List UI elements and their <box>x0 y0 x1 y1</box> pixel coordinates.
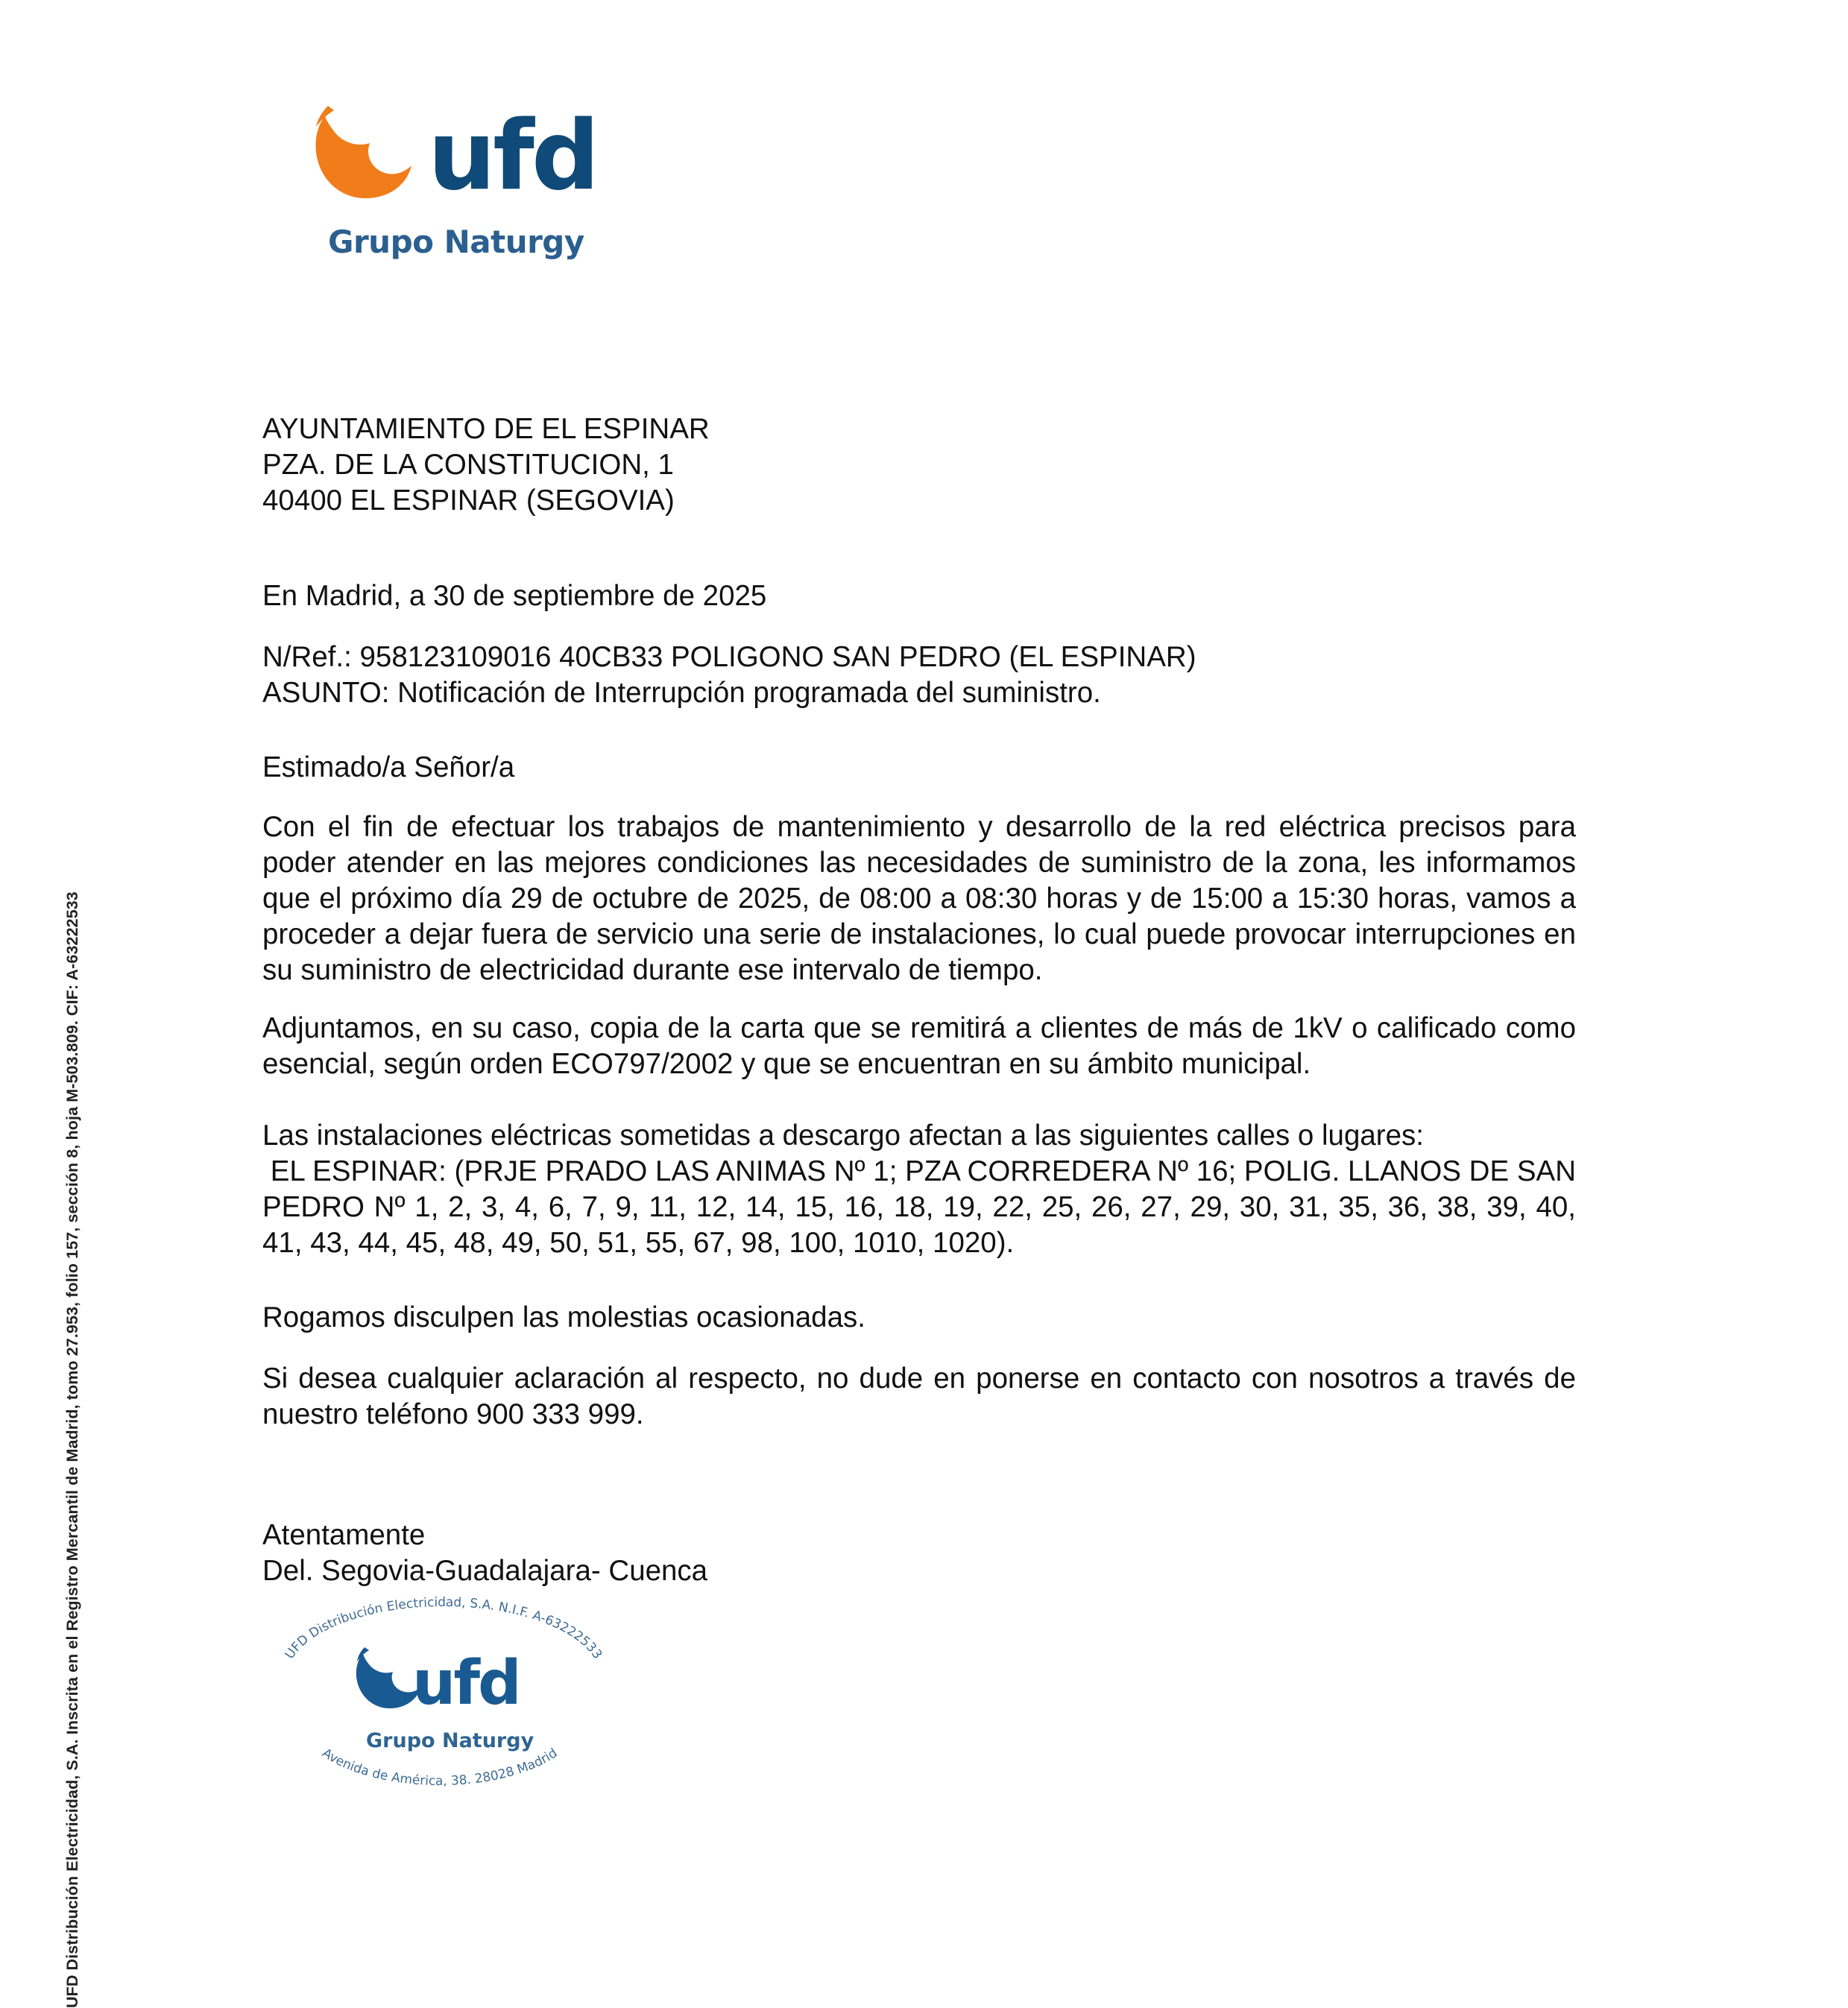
closing-block <box>262 1518 1576 1589</box>
logo-group-text: Grupo Naturgy <box>328 224 584 260</box>
company-stamp <box>272 1588 615 1834</box>
recipient-line: 40400 EL ESPINAR (SEGOVIA) <box>262 484 675 517</box>
paragraph-attachment: Adjuntamos, en su caso, copia de la carta que se remitirá a clientes de más de 1kV o calificado como esencial, según orden ECO797/2002 y que se encuentran en su ámbito municipal. <box>262 1012 1576 1080</box>
greeting: Estimado/a Señor/a <box>262 751 515 783</box>
closing: Atentamente <box>262 1519 426 1551</box>
ufd-orange-mark-icon <box>312 103 431 207</box>
contact-paragraph: Si desea cualquier aclaración al respecto, no dude en ponerse en contacto con nosotros a través de nuestro teléfono 900 333 999. <box>262 1363 1576 1430</box>
streets-intro: Las instalaciones eléctricas sometidas a descargo afectan a las siguientes calles o lugares: <box>262 1120 1424 1152</box>
affected-streets: EL ESPINAR: (PRJE PRADO LAS ANIMAS Nº 1; PZA CORREDERA Nº 16; POLIG. LLANOS DE SAN PEDRO Nº 1, 2, 3, 4, 6, 7, 9, 11, 12, 14, 15, 16, 18, 19, 22, 25, 26, 27, 29, 30, 31, 35, 36, 38, 39, 40, 41, 43, 44, 45, 48, 49, 50, 51, 55, 67, 98, 100, 1010, 1020). <box>262 1155 1584 1259</box>
recipient-line: AYUNTAMIENTO DE EL ESPINAR <box>262 413 710 445</box>
reference: N/Ref.: 958123109016 40CB33 POLIGONO SAN PEDRO (EL ESPINAR) <box>262 641 1196 673</box>
signature: Del. Segovia-Guadalajara- Cuenca <box>262 1555 708 1587</box>
stamp-mark-icon <box>356 1647 421 1708</box>
recipient-line: PZA. DE LA CONSTITUCION, 1 <box>262 449 674 481</box>
logo-brand-text: ufd <box>428 101 597 212</box>
stamp-group-text: Grupo Naturgy <box>366 1729 534 1752</box>
stamp-top-text: UFD Distribución Electricidad, S.A. N.I.F. A-63222533 <box>282 1594 605 1662</box>
subject: ASUNTO: Notificación de Interrupción programada del suministro. <box>262 677 1101 709</box>
paragraph-notice: Con el fin de efectuar los trabajos de mantenimiento y desarrollo de la red eléctrica precisos para poder atender en las mejores condiciones las necesidades de suministro de la zona, les informamos que el próximo día 29 de octubre de 2025, de 08:00 a 08:30 horas y de 15:00 a 15:30 horas, vamos a proceder a dejar fuera de servicio una serie de instalaciones, lo cual puede provocar interrupciones en su suministro de electricidad durante ese intervalo de tiempo. <box>262 811 1576 986</box>
stamp-brand-text: ufd <box>412 1648 520 1719</box>
company-logo <box>312 103 595 274</box>
letter-date: En Madrid, a 30 de septiembre de 2025 <box>262 580 767 612</box>
reference-block <box>262 640 1576 711</box>
stamp-bottom-text: Avenida de América, 38. 28028 Madrid <box>319 1746 561 1789</box>
registry-note: UFD Distribución Electricidad, S.A. Inscrita en el Registro Mercantil de Madrid, tomo 27.953, folio 157, sección 8, hoja M-503.809. CIF: A-63222533 <box>63 891 81 2008</box>
recipient-address <box>262 411 1576 519</box>
apology: Rogamos disculpen las molestias ocasionadas. <box>262 1301 865 1333</box>
